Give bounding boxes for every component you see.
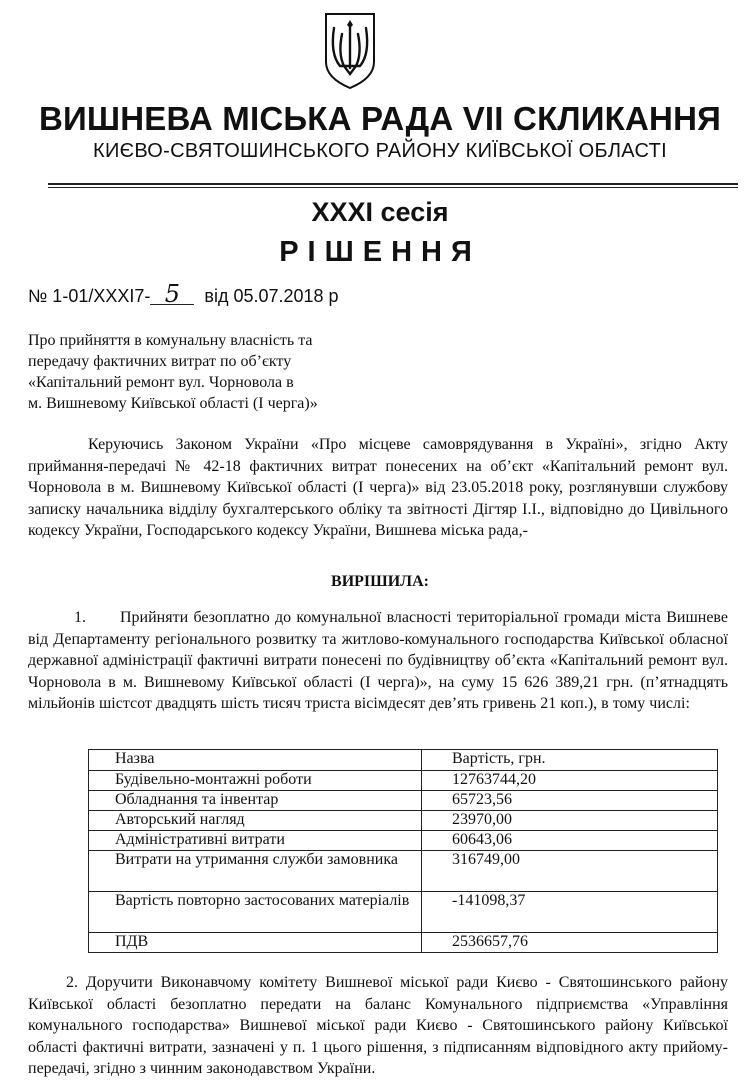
- decision-number-handwritten: 5: [150, 284, 194, 305]
- trident-coat-of-arms-icon: [320, 10, 380, 90]
- decision-number-line: [28, 280, 339, 308]
- subject-line: м. Вишневому Київської області (І черга)»: [28, 395, 318, 412]
- decision-number-prefix: № 1-01/XXXI7-: [28, 286, 151, 306]
- decision-date: від 05.07.2018 р: [204, 286, 339, 306]
- table-row: [89, 811, 718, 831]
- subject-line: передачу фактичних витрат по об’єкту: [28, 353, 292, 370]
- cost-value: 316749,00: [422, 851, 718, 892]
- table-row: [89, 892, 718, 933]
- cost-value: 2536657,76: [422, 933, 718, 953]
- cost-value: 12763744,20: [422, 771, 718, 791]
- subject-line: Про прийняття в комунальну власність та: [28, 332, 313, 349]
- cost-name: Адміністративні витрати: [89, 831, 422, 851]
- council-title: ВИШНЕВА МІСЬКА РАДА VII СКЛИКАННЯ: [38, 100, 722, 137]
- item-text: Прийняти безоплатно до комунальної власності територіальної громади міста Вишневе від Департаменту регіонального розвитку та житлово-комунального господарства Київської обласної державної адміністрації фактичні витрати понесені по будівництву об’єкта «Капітальний ремонт вул. Чорновола в м. Вишневому Київської області (І черга)», на суму 15 626 389,21 грн. (п’ятнадцять мільйонів шістсот двадцять шість тисяч триста вісімдесят дев’ять гривень 21 коп.), в тому числі:: [28, 609, 728, 712]
- costs-table: [88, 749, 718, 953]
- cost-name: Авторський нагляд: [89, 811, 422, 831]
- session-title: XXXI сесія: [311, 197, 449, 227]
- cost-name: Вартість повторно застосованих матеріалів: [89, 892, 422, 933]
- column-header-value: Вартість, грн.: [422, 750, 718, 771]
- table-row: [89, 933, 718, 953]
- header-divider: [48, 183, 738, 185]
- cost-name: ПДВ: [89, 933, 422, 953]
- document-type-title: РІШЕННЯ: [279, 236, 481, 268]
- subject-line: «Капітальний ремонт вул. Чорновола в: [28, 374, 294, 391]
- header-divider-thin: [48, 187, 738, 188]
- cost-name: Будівельно-монтажні роботи: [89, 771, 422, 791]
- cost-name: Обладнання та інвентар: [89, 791, 422, 811]
- cost-value: 23970,00: [422, 811, 718, 831]
- item-number: 1.: [74, 609, 86, 626]
- resolution-item-2: 2. Доручити Виконавчому комітету Вишневої міської ради Києво - Святошинського району Київської області безоплатно передати на баланс Комунального підприємства «Управління комунального господарства» Вишневої міської ради Києво - Святошинського району Київської області фактичні витрати, зазначені у п. 1 цього рішення, з підписанням відповідного акту прийому-передачі, згідно з чинним законодавством України.: [28, 974, 728, 1077]
- preamble-paragraph: Керуючись Законом України «Про місцеве самоврядування в Україні», згідно Акту приймання-передачі № 42-18 фактичних витрат понесених на об’єкт «Капітальний ремонт вул. Чорновола в м. Вишневому Київської області (І черга)» від 23.05.2018 року, розглянувши службову записку начальника відділу бухгалтерського обліку та звітності Дігтяр І.І., відповідно до Цивільного кодексу України, Господарського кодексу України, Вишнева міська рада,-: [28, 436, 728, 539]
- table-row: [89, 831, 718, 851]
- resolved-heading: ВИРІШИЛА:: [331, 573, 429, 590]
- cost-name: Витрати на утримання служби замовника: [89, 851, 422, 892]
- table-row: [89, 791, 718, 811]
- cost-value: 65723,56: [422, 791, 718, 811]
- table-row: [89, 771, 718, 791]
- district-title: КИЄВО-СВЯТОШИНСЬКОГО РАЙОНУ КИЇВСЬКОЇ ОБЛАСТІ: [93, 140, 667, 162]
- table-row: [89, 851, 718, 892]
- table-header-row: [89, 750, 718, 771]
- decision-subject: [28, 330, 362, 414]
- column-header-name: Назва: [89, 750, 422, 771]
- cost-value: -141098,37: [422, 892, 718, 933]
- resolution-item-1: [28, 607, 728, 715]
- cost-value: 60643,06: [422, 831, 718, 851]
